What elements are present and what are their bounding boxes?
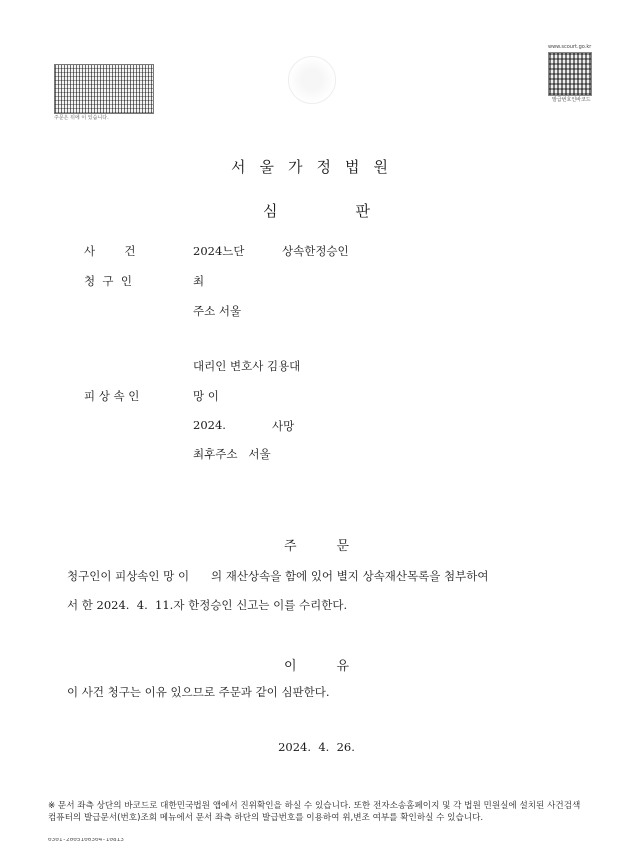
title-char-1: 심: [263, 202, 278, 220]
decedent-death-year: 2024.: [193, 418, 226, 432]
petitioner-address: 주소 서울: [193, 304, 242, 318]
document-title: [0, 200, 633, 221]
qr-url: www.scourt.go.kr: [548, 44, 592, 50]
reason-text: 이 사건 청구는 이유 있으므로 주문과 같이 심판한다.: [67, 685, 330, 699]
court-name: 서울가정법원: [231, 158, 402, 176]
reason-title: [0, 655, 633, 674]
judgment-date: 2024. 4. 26.: [278, 740, 355, 754]
petitioner-name: 최: [193, 274, 205, 288]
qr-caption: 발급번호인바코드: [552, 97, 591, 103]
issue-qr-code: [548, 52, 592, 96]
decedent-name: 망 이: [193, 389, 219, 403]
order-title-char-1: 주: [283, 539, 297, 554]
issue-number-wrapper: [48, 838, 178, 843]
decedent-death-label: 사망: [272, 419, 295, 433]
barcode-caption: 주문은 뒤에 이 있습니다.: [54, 115, 109, 121]
decedent-last-address: 최후주소 서울: [193, 447, 271, 461]
order-line-2: 서 한 2024. 4. 11.자 한정승인 신고는 이를 수리한다.: [67, 598, 348, 612]
verification-notice: ※ 문서 좌측 상단의 바코드로 대한민국법원 앱에서 진위확인을 하실 수 있습니다. 또한 전자소송홈페이지 및 각 법원 민원실에 설치된 사건검색 컴퓨터의 발급문서(번호)조회 메뉴에서 문서 좌측 하단의 발급번호를 이용하여 위,변조 여부를 확인하실 수 있습니다.: [48, 801, 581, 823]
verification-barcode: [54, 64, 154, 114]
title-char-2: 판: [355, 202, 370, 220]
reason-title-char-2: 유: [336, 659, 350, 674]
decedent-label: 피 상 속 인: [84, 389, 140, 403]
petitioner-agent: 대리인 변호사 김용대: [193, 359, 301, 373]
case-label: 사 건: [84, 244, 136, 258]
order-title-char-2: 문: [336, 539, 350, 554]
reason-title-char-1: 이: [283, 659, 297, 674]
case-name: 상속한정승인: [282, 244, 349, 258]
order-line-1: 청구인이 피상속인 망 이 의 재산상속을 함에 있어 별지 상속재산목록을 첨부하여: [67, 569, 489, 583]
petitioner-label: 청 구 인: [84, 274, 132, 288]
issue-number: 0301-2005100304-10813: [48, 838, 124, 843]
court-seal-watermark: [288, 56, 336, 104]
order-title: [0, 535, 633, 554]
case-number: 2024느단: [193, 244, 245, 258]
